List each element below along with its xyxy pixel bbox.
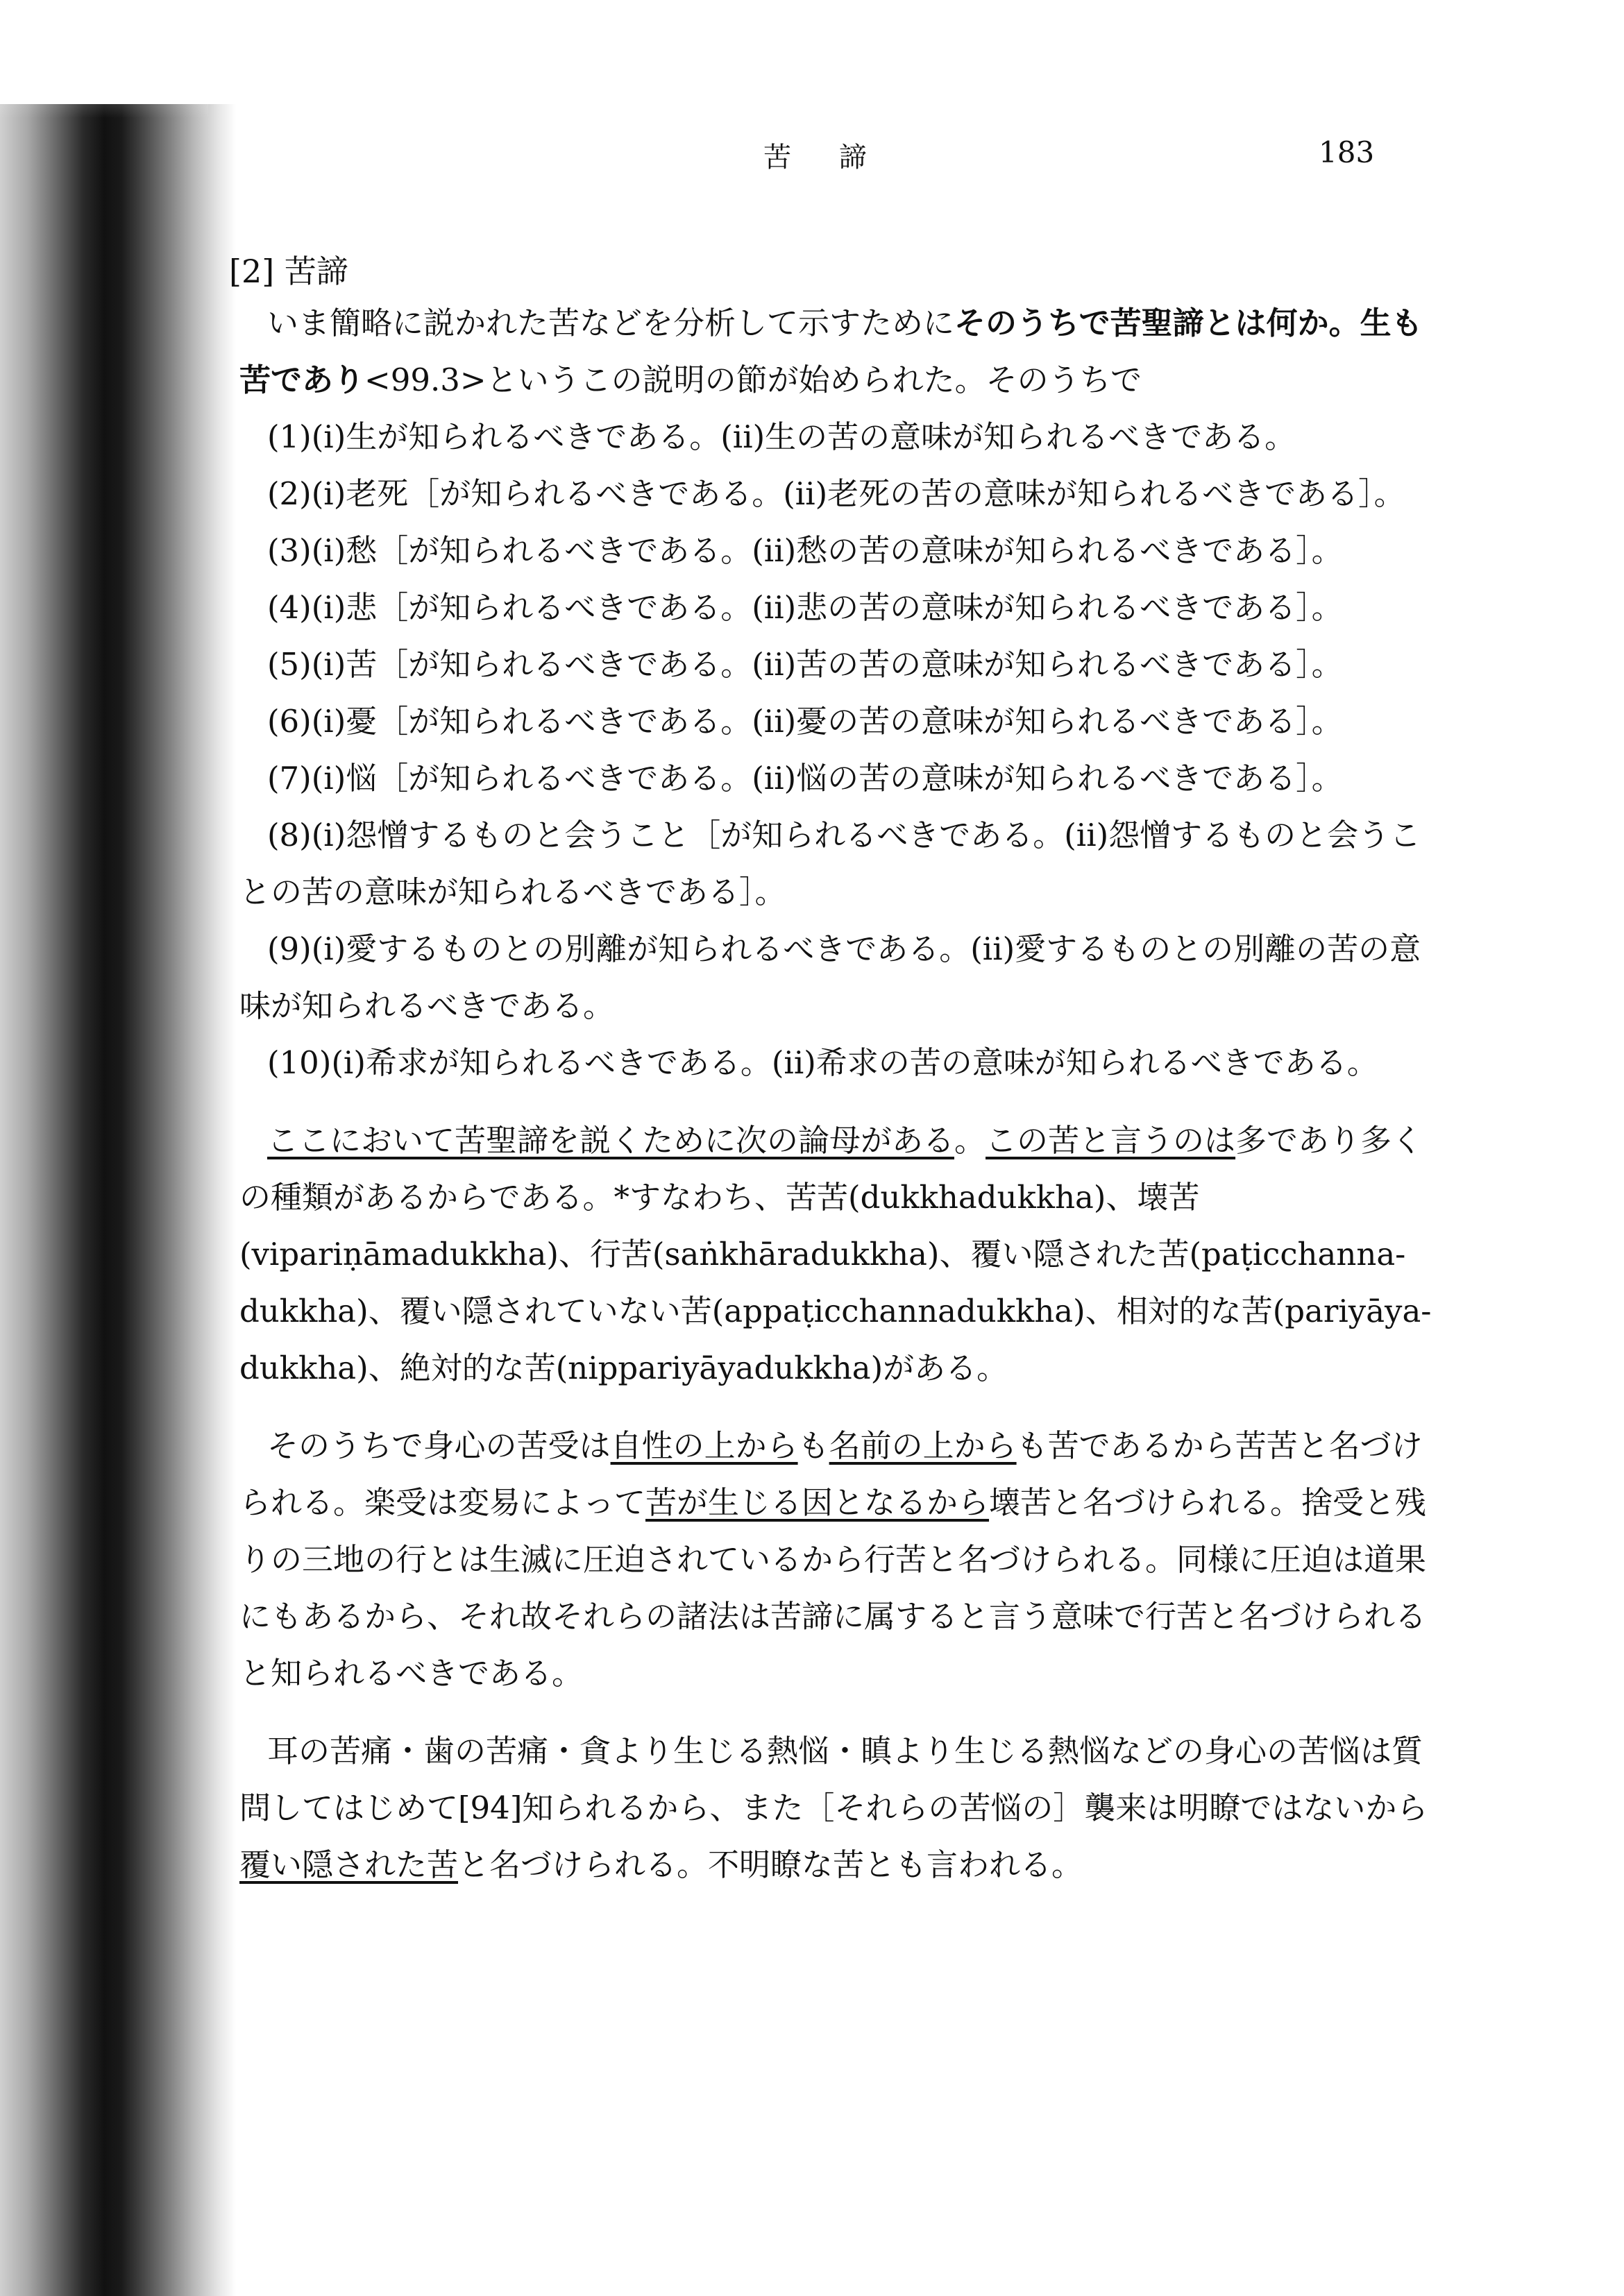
running-title: 苦 諦 bbox=[763, 142, 886, 173]
section-heading: [2] 苦諦 bbox=[229, 253, 348, 290]
body-text bbox=[239, 295, 1433, 1894]
intro-text-end: <99.3>というこの説明の節が始められた。そのうちで bbox=[364, 362, 1142, 398]
underlined-phrase: 覆い隠された苦 bbox=[239, 1846, 459, 1883]
list-item: (8)(i)怨憎するものと会うこと［が知られるべきである。(ii)怨憎するものと会うことの苦の意味が知られるべきである］。 bbox=[239, 817, 1421, 910]
paragraph-text: 壊苦と名づけられる。捨受と残りの三地の行とは生滅に圧迫されているから行苦と名づけられる。同様に圧迫は道果にもあるから、それ故それらの諸法は苦諦に属すると言う意味で行苦と名づけられると知られるべきである。 bbox=[239, 1484, 1427, 1692]
underlined-phrase: 名前の上から bbox=[829, 1427, 1017, 1464]
list-item: (1)(i)生が知られるべきである。(ii)生の苦の意味が知られるべきである。 bbox=[267, 418, 1296, 455]
underlined-phrase: 苦が生じる因となるから bbox=[645, 1484, 990, 1521]
list-item: (7)(i)悩［が知られるべきである。(ii)悩の苦の意味が知られるべきである］。 bbox=[267, 760, 1343, 797]
list-item: (3)(i)愁［が知られるべきである。(ii)愁の苦の意味が知られるべきである］。 bbox=[267, 532, 1343, 569]
paragraph-text: 。 bbox=[954, 1122, 986, 1159]
list-item: (6)(i)憂［が知られるべきである。(ii)憂の苦の意味が知られるべきである］。 bbox=[267, 703, 1343, 740]
paragraph-text: と名づけられる。不明瞭な苦とも言われる。 bbox=[458, 1846, 1083, 1883]
list-item: (5)(i)苦［が知られるべきである。(ii)苦の苦の意味が知られるべきである］。 bbox=[267, 646, 1343, 683]
kinds-paragraph bbox=[239, 1418, 1433, 1702]
page-number: 183 bbox=[1319, 135, 1375, 169]
binding-shadow bbox=[0, 104, 236, 2296]
list-item: (4)(i)悲［が知られるべきである。(ii)悲の苦の意味が知られるべきである］。 bbox=[267, 589, 1343, 626]
intro-paragraph bbox=[239, 295, 1433, 409]
paragraph-text: も苦であるから苦苦と名づけられる。楽受は変易によって bbox=[239, 1427, 1423, 1521]
list-item: (9)(i)愛するものとの別離が知られるべきである。(ii)愛するものとの別離の苦の意味が知られるべきである。 bbox=[239, 930, 1421, 1024]
underlined-phrase: ここにおいて苦聖諦を説くために次の論母がある bbox=[267, 1122, 955, 1159]
intro-text: いま簡略に説かれた苦などを分析して示すために bbox=[267, 305, 955, 341]
underlined-phrase: この苦と言うのは bbox=[986, 1122, 1236, 1159]
list-item: (10)(i)希求が知られるべきである。(ii)希求の苦の意味が知られるべきである。 bbox=[267, 1044, 1378, 1081]
underlined-phrase: 自性の上から bbox=[610, 1427, 798, 1464]
intro-quote-bold: そのうちで苦聖諦とは何か。生も苦であり bbox=[239, 305, 1423, 398]
hidden-suffering-paragraph bbox=[239, 1723, 1433, 1894]
page-header bbox=[0, 135, 1624, 184]
paragraph-text: 耳の苦痛・歯の苦痛・貪より生じる熱悩・瞋より生じる熱悩などの身心の苦悩は質問してはじめて[94]知られるから、また［それらの苦悩の］襲来は明瞭ではないから bbox=[239, 1733, 1428, 1826]
matika-paragraph bbox=[239, 1112, 1433, 1397]
binding-shadow-fade bbox=[0, 0, 208, 118]
list-item: (2)(i)老死［が知られるべきである。(ii)老死の苦の意味が知られるべきである］。 bbox=[267, 475, 1405, 512]
paragraph-text: そのうちで身心の苦受は bbox=[267, 1427, 611, 1464]
paragraph-text: 多であり多くの種類があるからである。*すなわち、苦苦(dukkhadukkha)、壊苦(vipariṇāmadukkha)、行苦(saṅkhāradukkha)、覆い隠された苦(paṭicchanna-dukkha)、覆い隠されていない苦(appaṭicchannadukkha)、相対的な苦(pariyāya-dukkha)、絶対的な苦(nippariyāyadukkha)がある。 bbox=[239, 1122, 1432, 1386]
paragraph-text: も bbox=[797, 1427, 829, 1464]
